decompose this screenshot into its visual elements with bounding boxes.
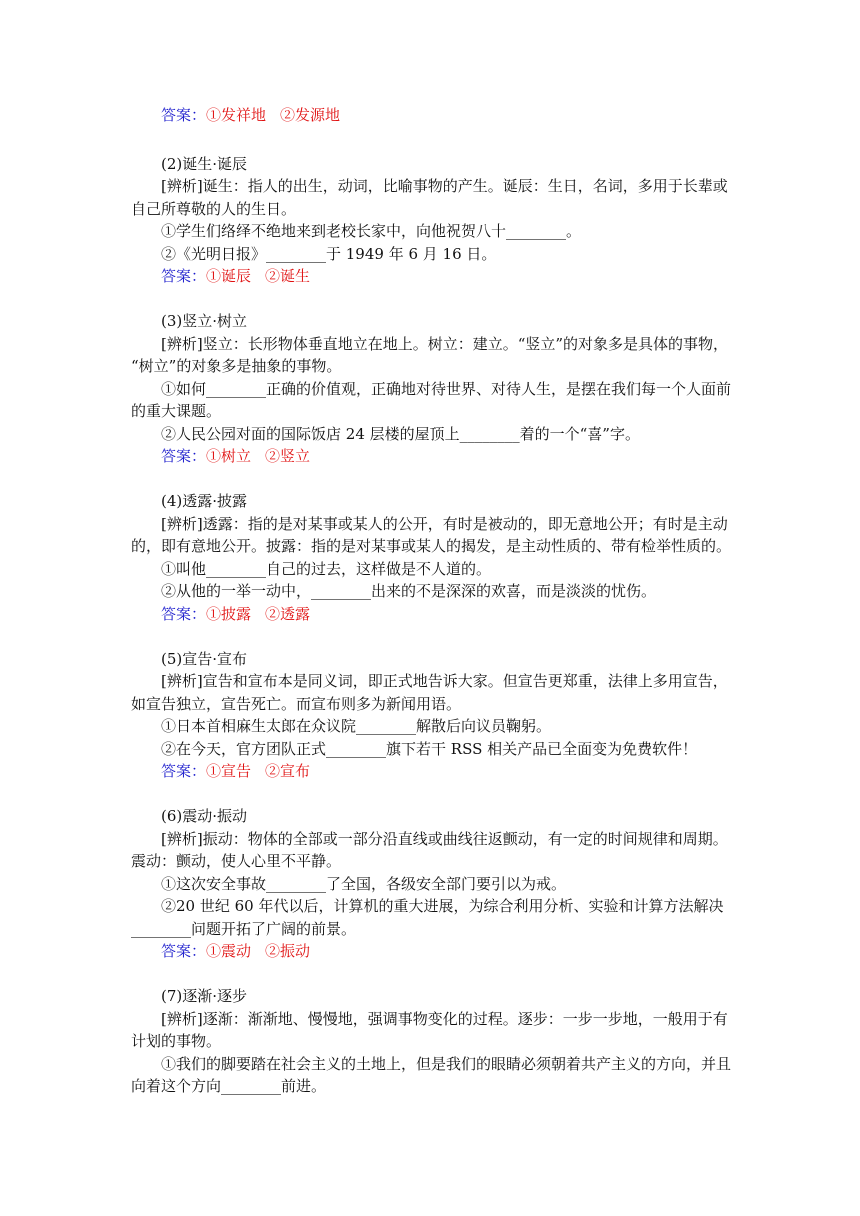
answer-label: 答案：	[161, 447, 207, 465]
analysis-line: 震动：颤动，使人心里不平静。	[131, 852, 342, 870]
document-content	[131, 104, 731, 1098]
answer-label: 答案：	[161, 106, 207, 124]
answer-line	[131, 445, 731, 468]
analysis-line: [辨析]竖立：长形物体垂直地立在地上。树立：建立。“竖立”的对象多是具体的事物，	[161, 334, 729, 353]
answer-line	[131, 265, 731, 288]
section-title: (7)逐渐·逐步	[161, 987, 248, 1005]
question-1-cont: 向着这个方向________前进。	[131, 1077, 327, 1095]
section-title: (5)宣告·宣布	[161, 649, 248, 668]
analysis-line: 计划的事物。	[131, 1032, 222, 1050]
answer-1: ①诞辰	[206, 267, 252, 285]
answer-1: ①发祥地	[206, 106, 267, 124]
question-2: ②《光明日报》________于 1949 年 6 月 16 日。	[161, 244, 497, 263]
answer-label: 答案：	[161, 762, 207, 780]
question-1: ①叫他________自己的过去，这样做是不人道的。	[161, 559, 492, 578]
answer-2: ②振动	[265, 942, 311, 960]
question-1: ①这次安全事故________了全国，各级安全部门要引以为戒。	[161, 874, 567, 893]
question-1: ①学生们络绎不绝地来到老校长家中，向他祝贺八十________。	[161, 222, 582, 240]
answer-2: ②宣布	[265, 762, 311, 780]
analysis-line: 自己所尊敬的人的生日。	[131, 199, 297, 218]
question-1: ①我们的脚要踏在社会主义的土地上，但是我们的眼睛必须朝着共产主义的方向，并且	[161, 1054, 732, 1073]
question-1-cont: 的重大课题。	[131, 402, 222, 420]
answer-1: ①震动	[206, 942, 252, 960]
analysis-line: [辨析]逐渐：渐渐地、慢慢地，强调事物变化的过程。逐步：一步一步地，一般用于有	[161, 1009, 728, 1028]
question-2: ②20 世纪 60 年代以后，计算机的重大进展，为综合利用分析、实验和计算方法解决	[161, 897, 724, 915]
answer-line	[131, 104, 731, 127]
answer-label: 答案：	[161, 604, 207, 623]
analysis-line: 的，即有意地公开。披露：指的是对某事或某人的揭发，是主动性质的、带有检举性质的。	[131, 537, 732, 555]
answer-1: ①树立	[206, 447, 252, 465]
answer-label: 答案：	[161, 267, 207, 285]
answer-2: ②发源地	[280, 106, 341, 124]
answer-label: 答案：	[161, 942, 207, 960]
section-title: (3)竖立·树立	[161, 312, 248, 330]
analysis-line: 如宣告独立，宣告死亡。而宣布则多为新闻用语。	[131, 694, 462, 713]
answer-1: ①披露	[206, 604, 252, 623]
answer-2: ②透露	[265, 604, 311, 623]
question-1: ①如何________正确的价值观，正确地对待世界、对待人生，是摆在我们每一个人面前	[161, 379, 732, 398]
answer-2: ②诞生	[265, 267, 311, 285]
analysis-line: [辨析]宣告和宣布本是同义词，即正式地告诉大家。但宣告更郑重，法律上多用宣告，	[161, 672, 728, 690]
answer-line	[131, 940, 731, 963]
answer-line	[131, 760, 731, 783]
question-2-cont: ________问题开拓了广阔的前景。	[131, 919, 357, 938]
section-title: (4)透露·披露	[161, 492, 248, 510]
question-2: ②从他的一举一动中，________出来的不是深深的欢喜，而是淡淡的忧伤。	[161, 582, 657, 600]
question-2: ②人民公园对面的国际饭店 24 层楼的屋顶上________着的一个“喜”字。	[161, 424, 640, 443]
question-2: ②在今天，官方团队正式________旗下若干 RSS 相关产品已全面变为免费软件！	[161, 739, 698, 758]
question-1: ①日本首相麻生太郎在众议院________解散后向议员鞠躬。	[161, 717, 552, 735]
answer-1: ①宣告	[206, 762, 252, 780]
analysis-line: [辨析]诞生：指人的出生，动词，比喻事物的产生。诞辰：生日，名词，多用于长辈或	[161, 177, 728, 195]
section-title: (6)震动·振动	[161, 807, 248, 825]
answer-2: ②竖立	[265, 447, 311, 465]
answer-line	[131, 603, 731, 626]
analysis-line: [辨析]透露：指的是对某事或某人的公开，有时是被动的，即无意地公开；有时是主动	[161, 514, 728, 533]
analysis-line: [辨析]振动：物体的全部或一部分沿直线或曲线往返颤动，有一定的时间规律和周期。	[161, 829, 728, 848]
analysis-line: “树立”的对象多是抽象的事物。	[131, 357, 342, 375]
section-title: (2)诞生·诞辰	[161, 154, 248, 173]
